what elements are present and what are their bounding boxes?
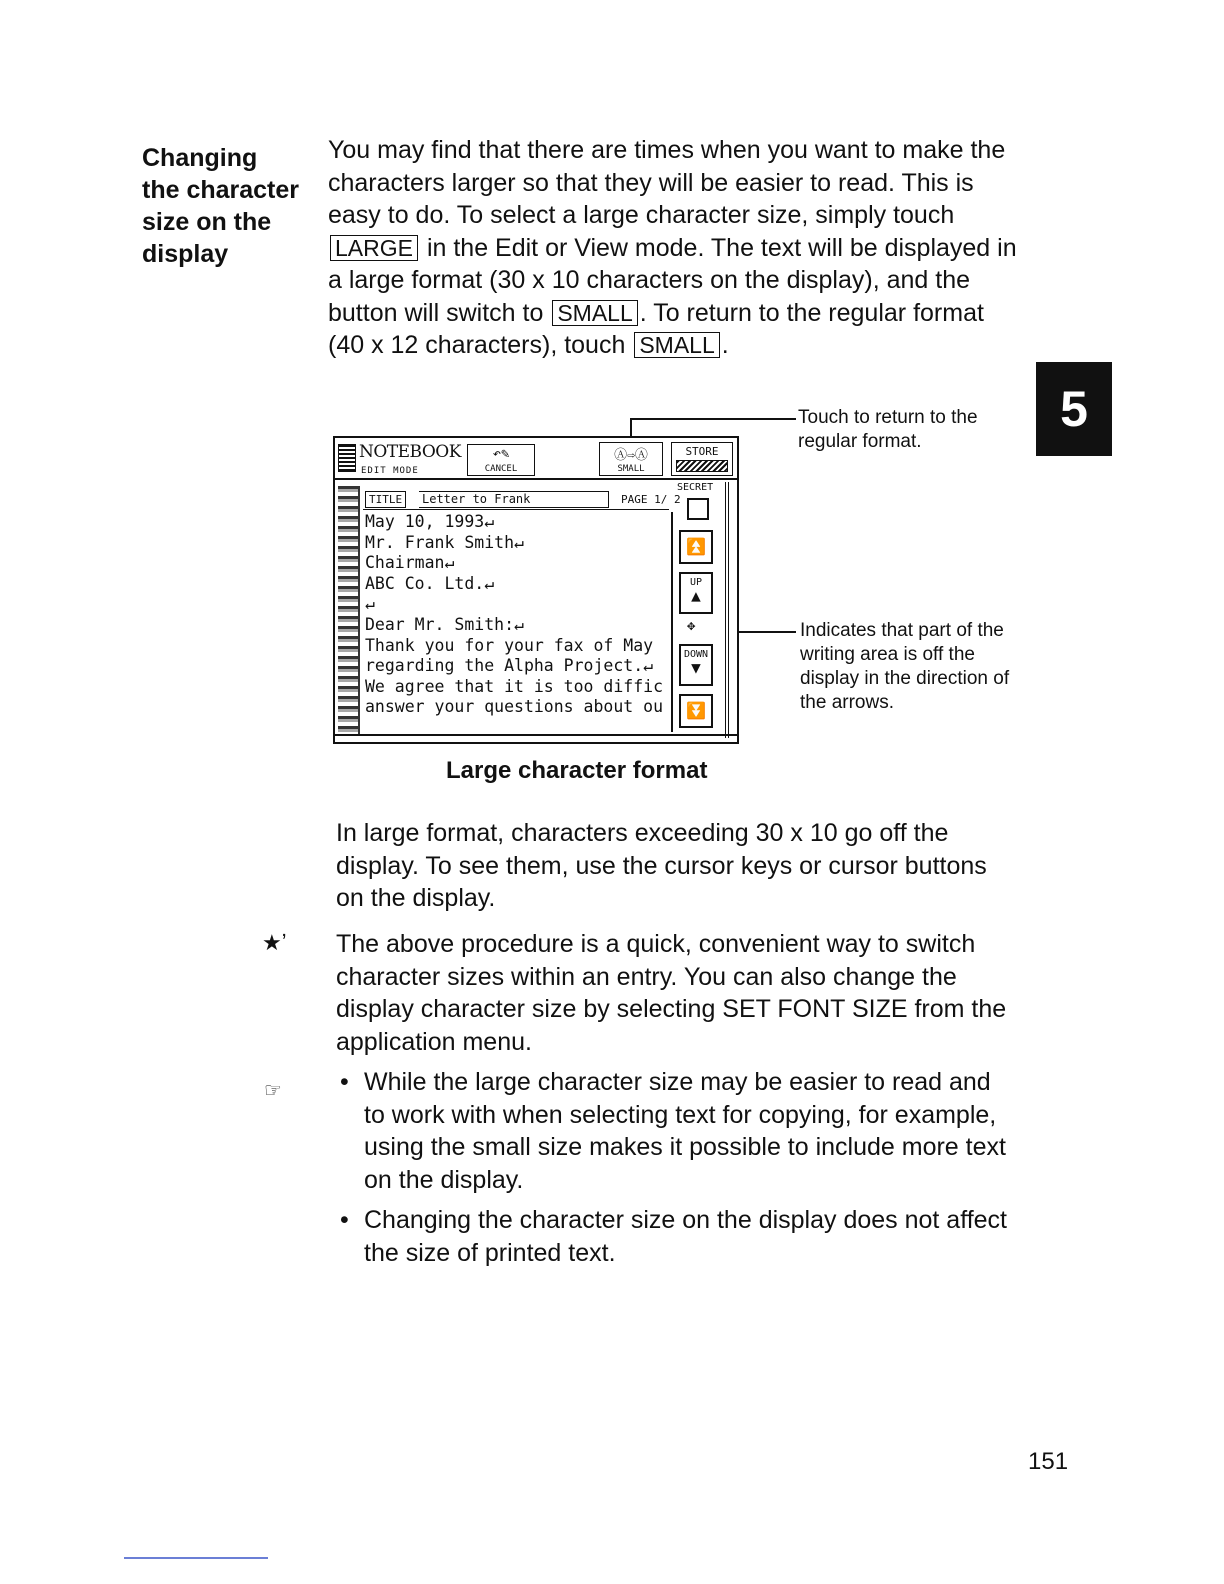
down-arrow-icon: ▼ xyxy=(691,658,701,677)
title-row xyxy=(363,490,681,510)
note-item: • While the large character size may be easier to read and to work with when selecting text for copying, for example, using the small size makes it possible to include more text on the display. xyxy=(338,1066,1008,1196)
intro-text: . To return to the regular format (40 x 12 characters), touch xyxy=(328,298,984,359)
intro-text: in the Edit or View mode. The text will be displayed in a large format (30 x 10 characters on the display), and the button will switch to xyxy=(328,233,1017,327)
small-key: SMALL xyxy=(552,300,637,326)
title-field[interactable]: Letter to Frank xyxy=(419,491,609,508)
font-size-icon: Ⓐ⇨Ⓐ xyxy=(614,448,648,463)
text-line: We agree that it is too diffic xyxy=(365,676,664,696)
double-down-icon: ⏬ xyxy=(686,701,706,720)
scroll-rail xyxy=(725,482,729,738)
app-title: NOTEBOOK xyxy=(359,442,461,462)
chapter-tab: 5 xyxy=(1036,362,1112,456)
intro-text: . xyxy=(721,331,729,359)
intro-paragraph xyxy=(328,134,1018,362)
intro-text: You may find that there are times when you want to make the characters larger so that they will be easier to read. This is easy to do. To select a large character size, simply touch xyxy=(328,136,1006,229)
large-format-paragraph: In large format, characters exceeding 30 x 10 go off the display. To see them, use the cursor keys or cursor buttons on the display. xyxy=(336,819,987,912)
store-button[interactable] xyxy=(671,442,733,476)
callout-arrows: Indicates that part of the writing area is off the display in the direction of the arrows. xyxy=(800,620,1010,713)
double-up-icon: ⏫ xyxy=(686,537,706,556)
scroll-controls xyxy=(675,526,727,736)
cancel-button[interactable] xyxy=(467,444,535,476)
scroll-bottom-button[interactable] xyxy=(679,694,713,728)
store-icon xyxy=(676,460,728,472)
text-line: ↵ xyxy=(365,594,375,614)
section-heading-line: the character xyxy=(142,176,300,204)
note-item: • Changing the character size on the display does not affect the size of printed text. xyxy=(338,1204,1008,1269)
title-label: TITLE xyxy=(365,491,406,508)
device-bottom-bar xyxy=(335,734,737,742)
section-heading-line: Changing xyxy=(142,144,258,172)
page-number: 151 xyxy=(1028,1448,1069,1475)
writing-area[interactable] xyxy=(363,512,673,732)
up-label: UP xyxy=(689,577,703,588)
offscreen-arrows-icon: ✥ xyxy=(687,618,696,634)
text-line: ABC Co. Ltd.↵ xyxy=(365,573,495,593)
scroll-top-button[interactable] xyxy=(679,530,713,564)
procedure-paragraph: The above procedure is a quick, convenient way to switch character sizes within an entry. You can also change the display character size by selecting SET FONT SIZE from the application menu. xyxy=(336,930,1007,1056)
notes-list xyxy=(338,1066,1008,1277)
scroll-down-button[interactable] xyxy=(679,644,713,686)
text-line: Thank you for your fax of May xyxy=(365,635,654,655)
figure-caption: Large character format xyxy=(446,757,708,784)
section-heading-line: display xyxy=(142,240,229,268)
small-button[interactable] xyxy=(599,442,663,476)
text-line: Mr. Frank Smith↵ xyxy=(365,532,524,552)
large-key: LARGE xyxy=(330,235,418,261)
mode-label: EDIT MODE xyxy=(361,466,419,476)
page-indicator: PAGE 1/ 2 xyxy=(621,493,681,506)
text-line: May 10, 1993↵ xyxy=(365,512,495,531)
cancel-label: CANCEL xyxy=(484,464,518,474)
cancel-icon: ↶✎ xyxy=(492,446,510,462)
small-label: SMALL xyxy=(617,464,645,474)
notebook-icon xyxy=(338,444,356,472)
down-label: DOWN xyxy=(683,649,709,660)
section-heading-line: size on the xyxy=(142,208,272,236)
text-line: Chairman↵ xyxy=(365,553,455,573)
small-key: SMALL xyxy=(634,332,719,358)
callout-leader xyxy=(630,418,796,420)
callout-small-button: Touch to return to the regular format. xyxy=(798,407,978,452)
secret-checkbox[interactable] xyxy=(687,498,709,520)
footer-rule xyxy=(124,1557,268,1559)
text-line: answer your questions about ou xyxy=(365,697,664,717)
tip-star-icon: ★ʼ xyxy=(262,930,287,955)
up-arrow-icon: ▲ xyxy=(691,586,701,605)
secret-label: SECRET xyxy=(677,482,714,493)
pointing-hand-icon: ☞ xyxy=(264,1080,282,1102)
device-header xyxy=(335,438,737,480)
store-label: STORE xyxy=(685,445,719,458)
text-line: regarding the Alpha Project.↵ xyxy=(365,656,654,676)
spiral-binding xyxy=(338,486,360,736)
section-heading xyxy=(142,142,322,270)
device-screen xyxy=(333,436,739,744)
text-line: Dear Mr. Smith:↵ xyxy=(365,614,524,634)
scroll-up-button[interactable] xyxy=(679,572,713,614)
